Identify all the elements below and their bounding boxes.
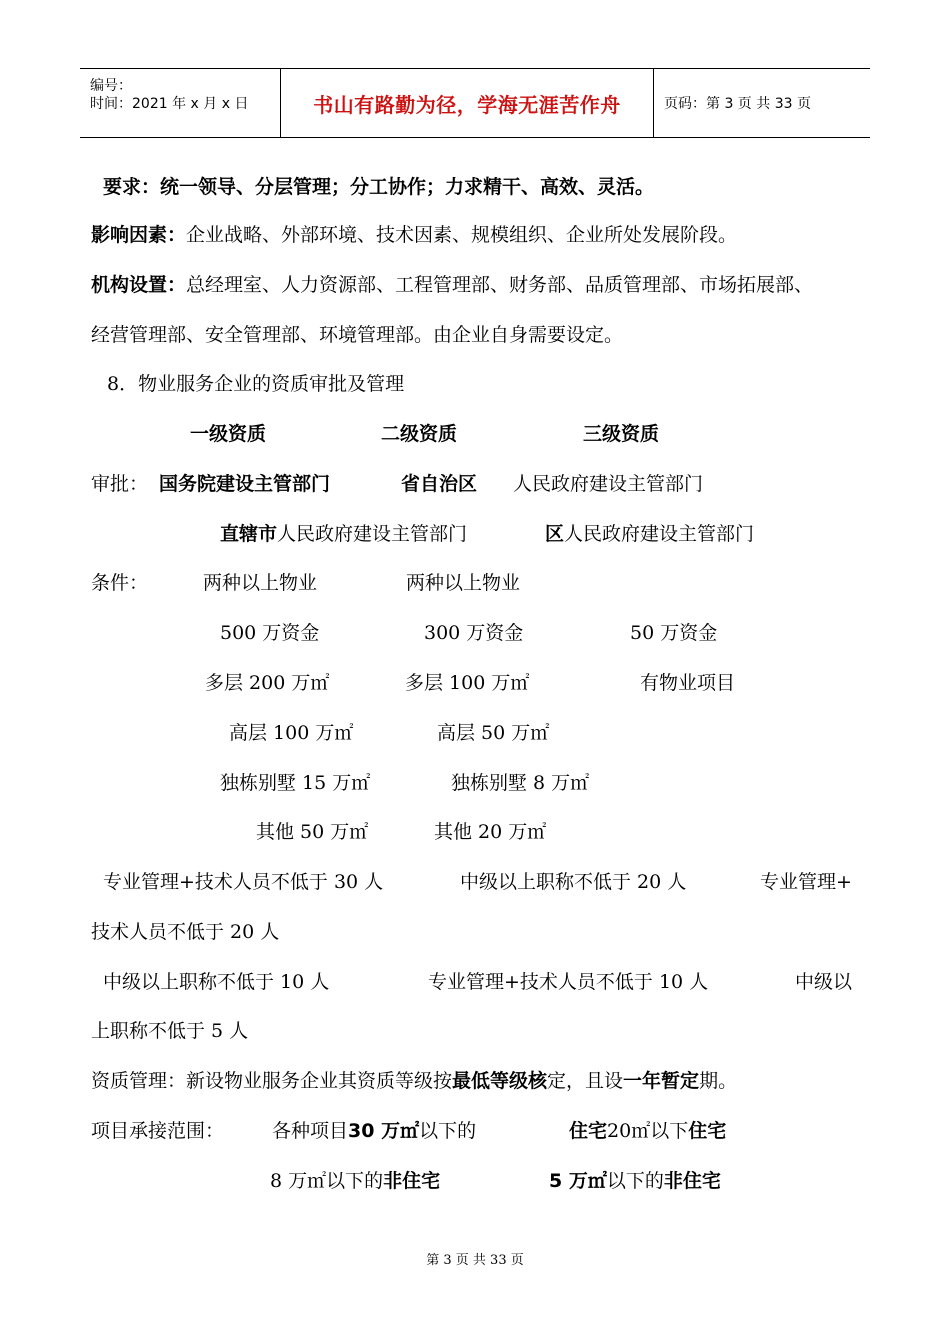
- header-page-cell: [654, 69, 870, 137]
- header-meta-cell: [80, 69, 281, 137]
- property-project-3: 有物业项目: [640, 672, 736, 694]
- villa-2: 独栋别墅 8 万㎡: [451, 772, 590, 794]
- scope-1b: 30 万㎡: [348, 1120, 420, 1142]
- header-motto-cell: [281, 69, 654, 137]
- scope-4b: 以下的: [606, 1170, 664, 1192]
- multi-storey-2: 多层 100 万㎡: [405, 672, 530, 694]
- influence-text: 企业战略、外部环境、技术因素、规模组织、企业所处发展阶段。: [186, 224, 738, 246]
- org-label: 机构设置：: [91, 274, 187, 296]
- staff-7: 中级以: [795, 971, 853, 993]
- approve-municipality: [220, 525, 467, 544]
- high-rise-2: 高层 50 万㎡: [437, 722, 550, 744]
- capital-3: 50 万资金: [630, 622, 718, 644]
- staff-4: 技术人员不低于 20 人: [91, 921, 280, 943]
- scope-4a: 5 万㎡: [549, 1170, 607, 1192]
- qual-text-a: 资质管理：新设物业服务企业其资质等级按: [91, 1070, 453, 1092]
- high-rise-1: 高层 100 万㎡: [229, 722, 354, 744]
- district-dept: 人民政府建设主管部门: [564, 523, 755, 545]
- scope-4c: 非住宅: [663, 1170, 721, 1192]
- influence-label: 影响因素：: [91, 224, 187, 246]
- number-label: 编号：: [90, 78, 132, 94]
- scope-4: [549, 1172, 721, 1191]
- level-1-heading: 一级资质: [190, 423, 267, 445]
- condition-property-2: 两种以上物业: [406, 572, 521, 594]
- motto: 书山有路勤为径，学海无涯苦作舟: [313, 92, 621, 117]
- capital-2: 300 万资金: [424, 622, 524, 644]
- page-footer: 第 3 页 共 33 页: [426, 1253, 524, 1268]
- scope-3a: 8 万㎡以下的: [270, 1170, 384, 1192]
- section-8-title: 8．物业服务企业的资质审批及管理: [107, 373, 405, 395]
- approve-province: 省自治区: [401, 473, 478, 495]
- qual-text-e: 期。: [699, 1070, 738, 1092]
- influence-line: [91, 226, 737, 245]
- condition-property-1: 两种以上物业: [203, 572, 318, 594]
- scope-2b: 20㎡以下: [607, 1120, 689, 1142]
- staff-1: 专业管理+技术人员不低于 30 人: [103, 871, 384, 893]
- staff-3: 专业管理+: [760, 871, 852, 893]
- org-line-2: 经营管理部、安全管理部、环境管理部。由企业自身需要设定。: [91, 324, 624, 346]
- scope-2a: 住宅: [569, 1120, 608, 1142]
- approve-label: 审批：: [91, 473, 149, 495]
- approve-district: [545, 525, 754, 544]
- time-label: 时间：2021 年 x 月 x 日: [90, 96, 249, 112]
- requirement-line: 要求：统一领导、分层管理；分工协作；力求精干、高效、灵活。: [103, 176, 655, 198]
- staff-2: 中级以上职称不低于 20 人: [460, 871, 687, 893]
- page-label: 页码：第 3 页 共 33 页: [664, 96, 811, 112]
- level-3-heading: 三级资质: [583, 423, 660, 445]
- org-text-1: 总经理室、人力资源部、工程管理部、财务部、品质管理部、市场拓展部、: [186, 274, 814, 296]
- qual-text-c: 定，且设: [547, 1070, 624, 1092]
- qual-text-d: 一年暂定: [623, 1070, 700, 1092]
- page-header: [80, 68, 870, 138]
- org-line-1: [91, 276, 813, 295]
- condition-label: 条件：: [91, 572, 149, 594]
- municipality-label: 直辖市: [220, 523, 278, 545]
- capital-1: 500 万资金: [220, 622, 320, 644]
- municipality-dept: 人民政府建设主管部门: [277, 523, 468, 545]
- scope-1a: 各种项目: [272, 1120, 349, 1142]
- other-2: 其他 20 万㎡: [434, 821, 547, 843]
- scope-label: 项目承接范围：: [91, 1120, 225, 1142]
- staff-5: 中级以上职称不低于 10 人: [103, 971, 330, 993]
- qual-text-b: 最低等级核: [452, 1070, 548, 1092]
- villa-1: 独栋别墅 15 万㎡: [220, 772, 371, 794]
- district-label: 区: [545, 523, 565, 545]
- staff-6: 专业管理+技术人员不低于 10 人: [428, 971, 709, 993]
- staff-8: 上职称不低于 5 人: [91, 1020, 249, 1042]
- approve-level-1: 国务院建设主管部门: [159, 473, 331, 495]
- approve-province-dept: 人民政府建设主管部门: [513, 473, 704, 495]
- other-1: 其他 50 万㎡: [256, 821, 369, 843]
- qualification-management: [91, 1072, 737, 1091]
- scope-3b: 非住宅: [383, 1170, 441, 1192]
- multi-storey-1: 多层 200 万㎡: [205, 672, 330, 694]
- scope-2c: 住宅: [688, 1120, 727, 1142]
- scope-3: [270, 1172, 440, 1191]
- level-2-heading: 二级资质: [381, 423, 458, 445]
- scope-1c: 以下的: [419, 1120, 477, 1142]
- scope-2: [569, 1122, 726, 1141]
- scope-1: [272, 1122, 476, 1141]
